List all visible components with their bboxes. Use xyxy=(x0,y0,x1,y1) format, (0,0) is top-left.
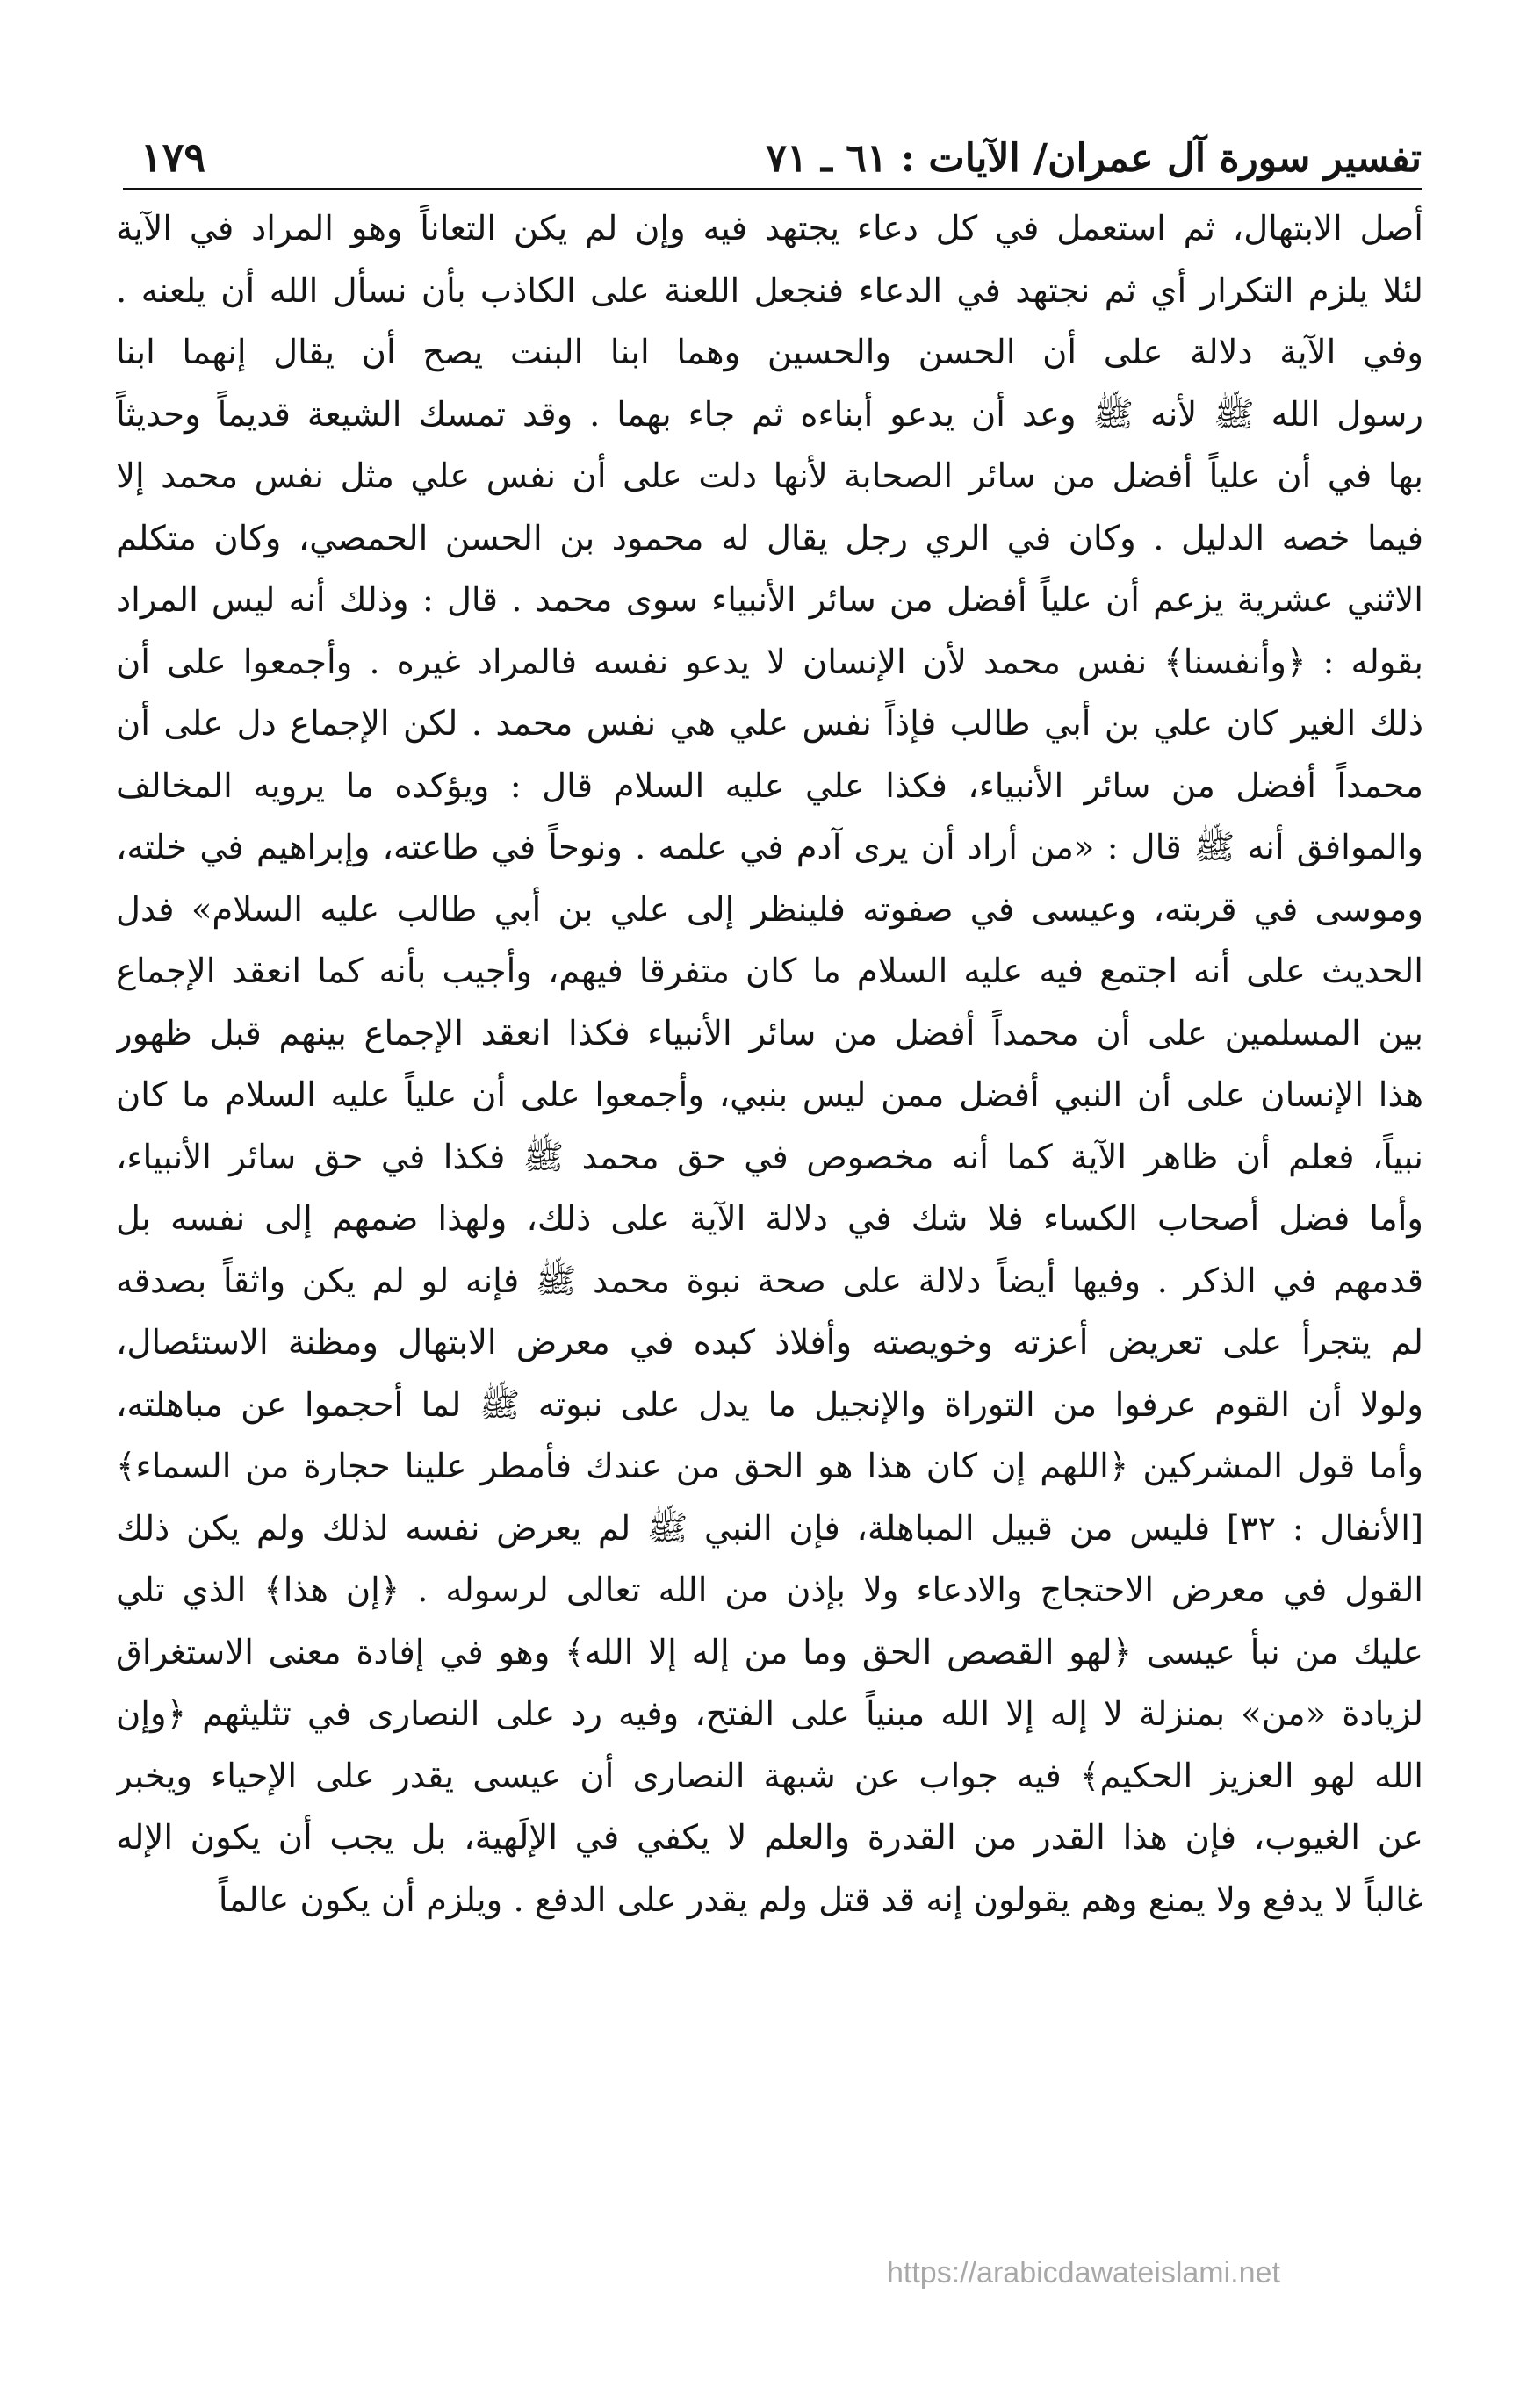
header-title: تفسير سورة آل عمران/ الآيات : ٦١ ـ ٧١ xyxy=(766,136,1422,181)
text-line: بقوله : ﴿وأنفسنا﴾ نفس محمد لأن الإنسان لا يدعو نفسه فالمراد غيره . وأجمعوا على أن xyxy=(116,642,1423,682)
text-line: بها في أن علياً أفضل من سائر الصحابة لأنها دلت على أن نفس علي مثل نفس محمد إلا xyxy=(116,456,1423,496)
text-line: والموافق أنه ﷺ قال : «من أراد أن يرى آدم في علمه . ونوحاً في طاعته، وإبراهيم في خلته، xyxy=(116,828,1423,867)
text-line: لزيادة «من» بمنزلة لا إله إلا الله مبنياً على الفتح، وفيه رد على النصارى في تثليثهم ﴿وإن xyxy=(116,1694,1423,1734)
text-line: فيما خصه الدليل . وكان في الري رجل يقال له محمود بن الحسن الحمصي، وكان متكلم xyxy=(116,518,1423,558)
text-line: قدمهم في الذكر . وفيها أيضاً دلالة على صحة نبوة محمد ﷺ فإنه لو لم يكن واثقاً بصدقه xyxy=(116,1261,1423,1301)
text-line: ولولا أن القوم عرفوا من التوراة والإنجيل ما يدل على نبوته ﷺ لما أحجموا عن مباهلته، xyxy=(116,1384,1423,1425)
watermark-url: https://arabicdawateislami.net xyxy=(887,2256,1280,2289)
text-line: لئلا يلزم التكرار أي ثم نجتهد في الدعاء فنجعل اللعنة على الكاذب بأن نسأل الله أن يلعنه . xyxy=(116,270,1423,311)
text-line: [الأنفال : ٣٢] فليس من قبيل المباهلة، فإن النبي ﷺ لم يعرض نفسه لذلك ولم يكن ذلك xyxy=(116,1508,1423,1549)
text-line: لم يتجرأ على تعريض أعزته وخويصته وأفلاذ كبده في معرض الابتهال ومظنة الاستئصال، xyxy=(116,1323,1423,1362)
body-text xyxy=(116,198,1423,2218)
page-number: ١٧٩ xyxy=(140,133,206,181)
text-line: نبياً، فعلم أن ظاهر الآية كما أنه مخصوص في حق محمد ﷺ فكذا في حق سائر الأنبياء، xyxy=(116,1137,1423,1177)
text-line: وأما قول المشركين ﴿اللهم إن كان هذا هو الحق من عندك فأمطر علينا حجارة من السماء﴾ xyxy=(116,1447,1423,1486)
text-line: غالباً لا يدفع ولا يمنع وهم يقولون إنه قد قتل ولم يقدر على الدفع . ويلزم أن يكون عالماً xyxy=(218,1880,1423,1920)
text-line: عن الغيوب، فإن هذا القدر من القدرة والعلم لا يكفي في الإلَهية، بل يجب أن يكون الإله xyxy=(116,1818,1423,1858)
text-line: وأما فضل أصحاب الكساء فلا شك في دلالة الآية على ذلك، ولهذا ضمهم إلى نفسه بل xyxy=(116,1199,1423,1239)
text-line: هذا الإنسان على أن النبي أفضل ممن ليس بنبي، وأجمعوا على أن علياً عليه السلام ما كان xyxy=(116,1075,1423,1115)
text-line: وفي الآية دلالة على أن الحسن والحسين وهما ابنا البنت يصح أن يقال إنهما ابنا xyxy=(116,333,1423,372)
text-line: رسول الله ﷺ لأنه ﷺ وعد أن يدعو أبناءه ثم جاء بهما . وقد تمسك الشيعة قديماً وحديثاً xyxy=(116,394,1423,435)
text-line: الله لهو العزيز الحكيم﴾ فيه جواب عن شبهة النصارى أن عيسى يقدر على الإحياء ويخبر xyxy=(116,1756,1423,1796)
text-line: الاثني عشرية يزعم أن علياً أفضل من سائر الأنبياء سوى محمد . قال : وذلك أنه ليس المراد xyxy=(116,580,1423,620)
text-line: الحديث على أنه اجتمع فيه عليه السلام ما كان متفرقا فيهم، وأجيب بأنه كما انعقد الإجماع xyxy=(116,952,1423,991)
running-header xyxy=(123,132,1422,190)
text-line: وموسى في قربته، وعيسى في صفوته فلينظر إلى علي بن أبي طالب عليه السلام» فدل xyxy=(116,889,1423,930)
text-line: عليك من نبأ عيسى ﴿لهو القصص الحق وما من إله إلا الله﴾ وهو في إفادة معنى الاستغراق xyxy=(116,1632,1423,1672)
text-line: بين المسلمين على أن محمداً أفضل من سائر الأنبياء فكذا انعقد الإجماع بينهم قبل ظهور xyxy=(116,1013,1423,1053)
text-line: أصل الابتهال، ثم استعمل في كل دعاء يجتهد فيه وإن لم يكن التعاناً وهو المراد في الآية xyxy=(116,209,1423,248)
text-line: القول في معرض الاحتجاج والادعاء ولا بإذن من الله تعالى لرسوله . ﴿إن هذا﴾ الذي تلي xyxy=(116,1571,1423,1610)
text-line: ذلك الغير كان علي بن أبي طالب فإذاً نفس علي هي نفس محمد . لكن الإجماع دل على أن xyxy=(116,704,1423,744)
text-line: محمداً أفضل من سائر الأنبياء، فكذا علي عليه السلام قال : ويؤكده ما يرويه المخالف xyxy=(116,766,1423,806)
